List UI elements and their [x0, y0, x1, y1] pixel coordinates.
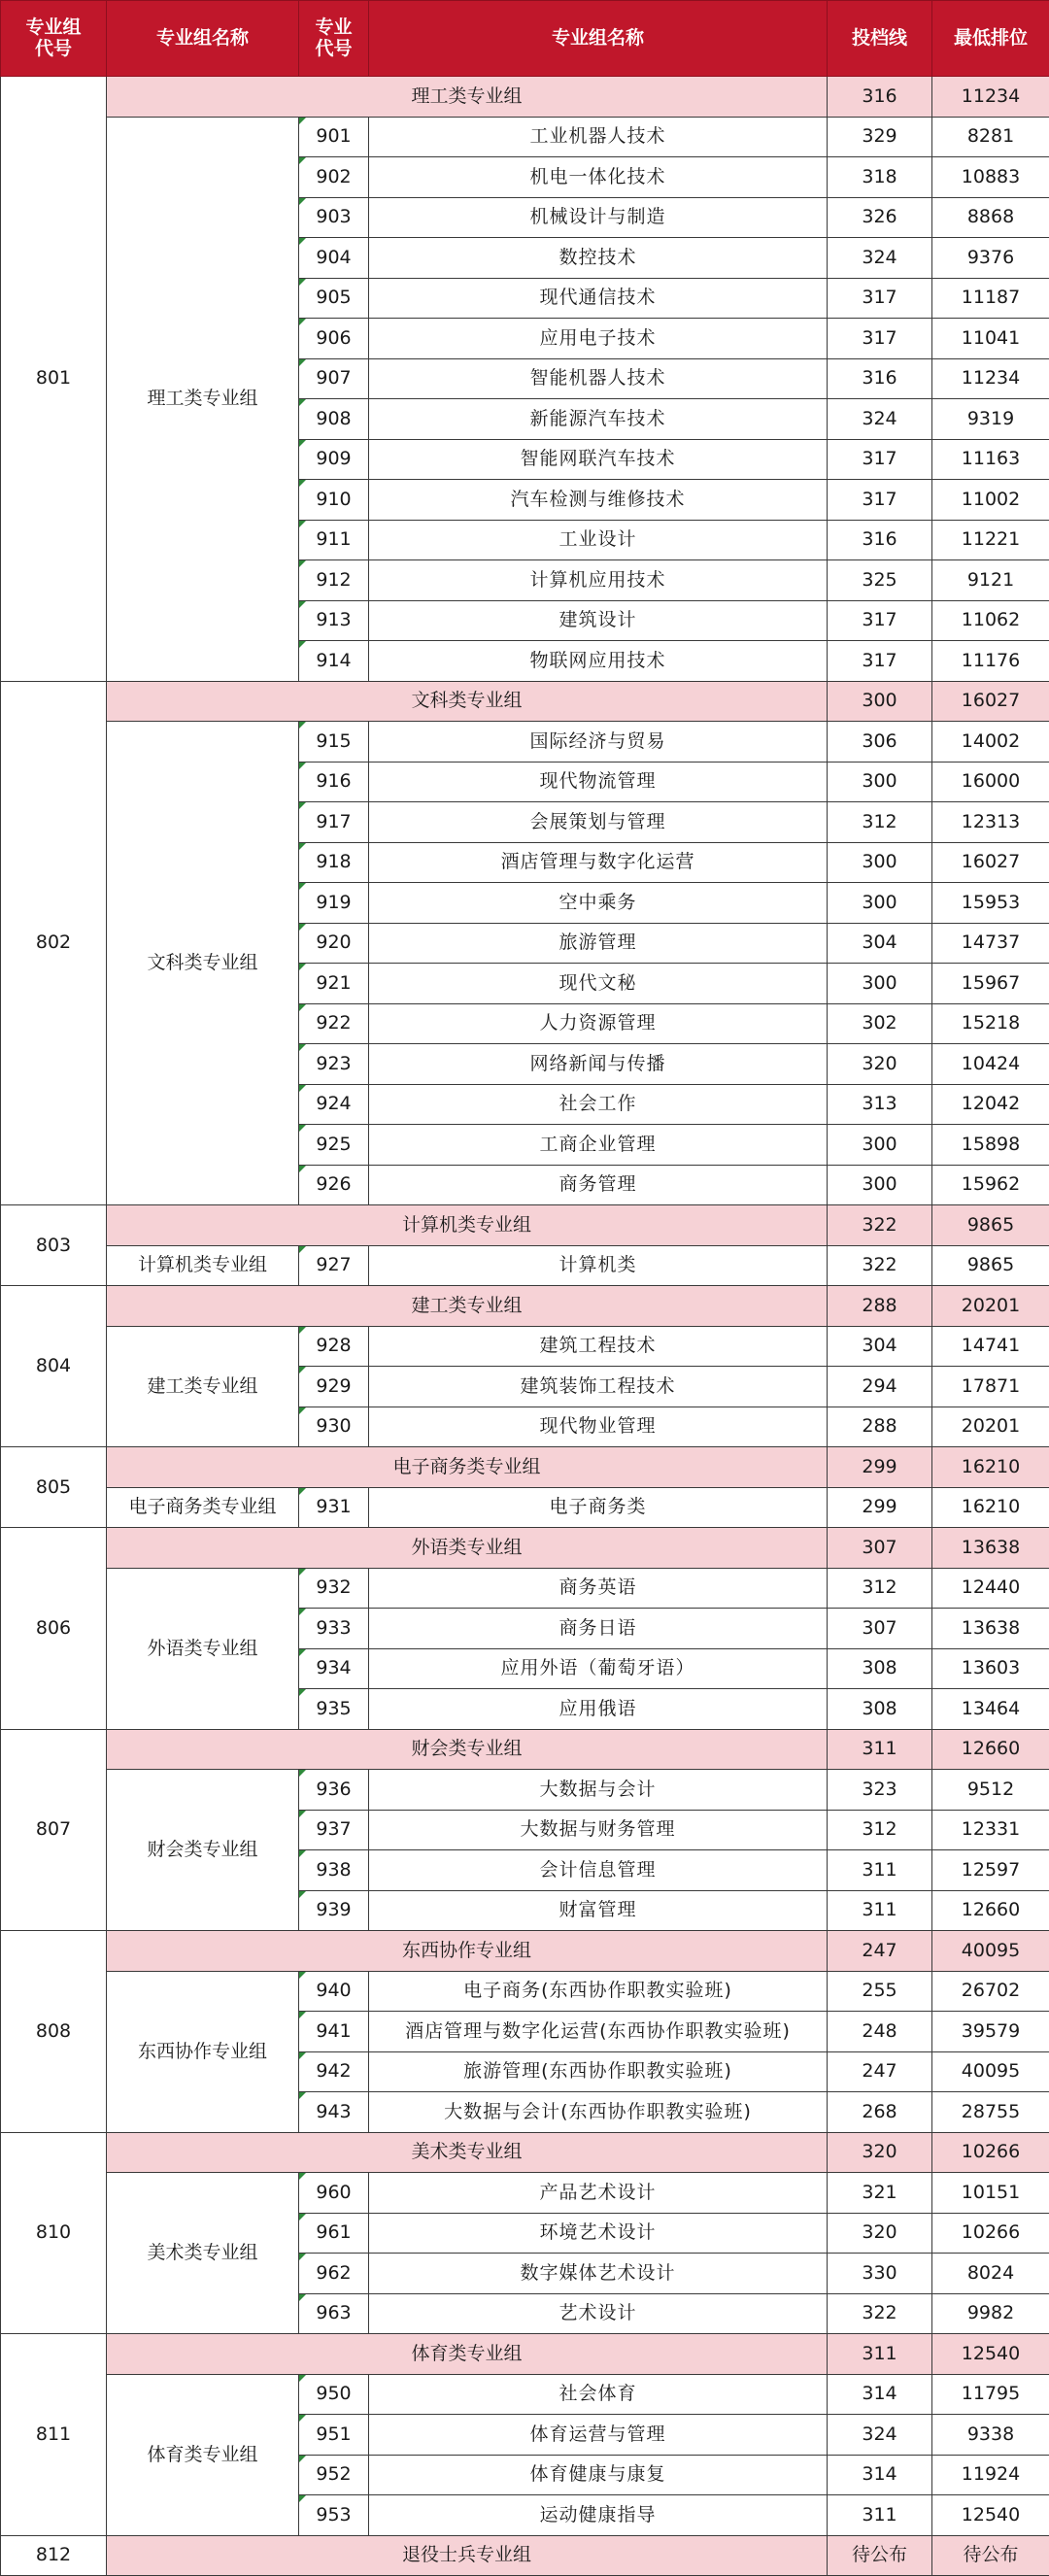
group-name: 东西协作专业组 — [107, 1971, 299, 2132]
group-name: 计算机类专业组 — [107, 1245, 299, 1286]
major-min-rank: 9982 — [932, 2293, 1049, 2334]
major-code: 901 — [299, 117, 369, 157]
group-code: 804 — [1, 1286, 107, 1447]
group-min-rank: 10266 — [932, 2132, 1049, 2173]
table-row — [1, 1568, 1049, 1609]
major-min-rank: 10424 — [932, 1044, 1049, 1085]
major-score: 299 — [828, 1487, 932, 1528]
major-min-rank: 16000 — [932, 762, 1049, 802]
group-min-rank: 9865 — [932, 1205, 1049, 1246]
major-name: 电子商务类 — [369, 1487, 828, 1528]
group-label: 退役士兵专业组 — [107, 2535, 828, 2576]
group-code: 811 — [1, 2334, 107, 2536]
major-score: 300 — [828, 964, 932, 1004]
group-label: 财会类专业组 — [107, 1729, 828, 1770]
major-min-rank: 12331 — [932, 1810, 1049, 1850]
major-min-rank: 17871 — [932, 1367, 1049, 1407]
major-min-rank: 11041 — [932, 319, 1049, 359]
major-min-rank: 9121 — [932, 560, 1049, 601]
major-code: 917 — [299, 802, 369, 843]
major-score: 322 — [828, 1245, 932, 1286]
major-score: 330 — [828, 2254, 932, 2294]
major-min-rank: 10883 — [932, 157, 1049, 198]
major-score: 313 — [828, 1084, 932, 1125]
major-min-rank: 11163 — [932, 439, 1049, 480]
group-code: 808 — [1, 1931, 107, 2133]
major-min-rank: 13464 — [932, 1689, 1049, 1730]
major-code: 914 — [299, 641, 369, 682]
major-min-rank: 40095 — [932, 2051, 1049, 2092]
major-min-rank: 11234 — [932, 358, 1049, 399]
major-code: 930 — [299, 1407, 369, 1447]
major-min-rank: 14741 — [932, 1326, 1049, 1367]
major-score: 268 — [828, 2092, 932, 2133]
major-code: 933 — [299, 1609, 369, 1649]
group-summary-row — [1, 1528, 1049, 1569]
major-min-rank: 11187 — [932, 278, 1049, 319]
major-name: 旅游管理(东西协作职教实验班) — [369, 2051, 828, 2092]
major-min-rank: 14002 — [932, 722, 1049, 763]
major-code: 938 — [299, 1850, 369, 1891]
group-score: 待公布 — [828, 2535, 932, 2576]
group-label: 体育类专业组 — [107, 2334, 828, 2375]
major-name: 计算机类 — [369, 1245, 828, 1286]
group-code: 805 — [1, 1447, 107, 1528]
major-name: 财富管理 — [369, 1890, 828, 1931]
table-row — [1, 1770, 1049, 1811]
major-code: 909 — [299, 439, 369, 480]
group-name: 电子商务类专业组 — [107, 1487, 299, 1528]
major-score: 317 — [828, 600, 932, 641]
major-name: 应用电子技术 — [369, 319, 828, 359]
major-name: 产品艺术设计 — [369, 2173, 828, 2214]
major-min-rank: 20201 — [932, 1407, 1049, 1447]
group-code: 806 — [1, 1528, 107, 1730]
major-score: 314 — [828, 2455, 932, 2495]
major-name: 机械设计与制造 — [369, 197, 828, 238]
major-score: 324 — [828, 238, 932, 279]
major-min-rank: 9338 — [932, 2415, 1049, 2456]
major-name: 工业机器人技术 — [369, 117, 828, 157]
major-code: 941 — [299, 2012, 369, 2052]
major-score: 312 — [828, 802, 932, 843]
major-code: 920 — [299, 923, 369, 964]
major-code: 923 — [299, 1044, 369, 1085]
major-code: 907 — [299, 358, 369, 399]
major-score: 325 — [828, 560, 932, 601]
major-score: 311 — [828, 1890, 932, 1931]
group-label: 理工类专业组 — [107, 77, 828, 118]
group-label: 文科类专业组 — [107, 681, 828, 722]
group-score: 299 — [828, 1447, 932, 1488]
table-row — [1, 1245, 1049, 1286]
group-summary-row — [1, 2334, 1049, 2375]
major-name: 建筑装饰工程技术 — [369, 1367, 828, 1407]
header-rank: 最低排位 — [932, 1, 1049, 77]
major-min-rank: 12540 — [932, 2495, 1049, 2536]
major-score: 308 — [828, 1648, 932, 1689]
major-code: 960 — [299, 2173, 369, 2214]
group-name: 理工类专业组 — [107, 117, 299, 681]
major-score: 288 — [828, 1407, 932, 1447]
major-name: 人力资源管理 — [369, 1003, 828, 1044]
major-code: 904 — [299, 238, 369, 279]
major-name: 酒店管理与数字化运营 — [369, 842, 828, 883]
group-score: 322 — [828, 1205, 932, 1246]
major-code: 922 — [299, 1003, 369, 1044]
group-score: 320 — [828, 2132, 932, 2173]
major-score: 320 — [828, 2213, 932, 2254]
table-header-row — [1, 1, 1049, 77]
major-min-rank: 8024 — [932, 2254, 1049, 2294]
major-name: 社会体育 — [369, 2374, 828, 2415]
major-min-rank: 12660 — [932, 1890, 1049, 1931]
table-body — [1, 77, 1049, 2576]
major-min-rank: 8868 — [932, 197, 1049, 238]
major-code: 928 — [299, 1326, 369, 1367]
group-summary-row — [1, 1447, 1049, 1488]
major-min-rank: 11795 — [932, 2374, 1049, 2415]
major-score: 326 — [828, 197, 932, 238]
header-major-code: 专业代号 — [299, 1, 369, 77]
group-code: 802 — [1, 681, 107, 1205]
major-score: 322 — [828, 2293, 932, 2334]
major-score: 307 — [828, 1609, 932, 1649]
major-min-rank: 11002 — [932, 480, 1049, 521]
header-group-code: 专业组代号 — [1, 1, 107, 77]
major-code: 921 — [299, 964, 369, 1004]
major-code: 916 — [299, 762, 369, 802]
group-label: 东西协作专业组 — [107, 1931, 828, 1972]
major-code: 902 — [299, 157, 369, 198]
major-score: 306 — [828, 722, 932, 763]
major-name: 建筑工程技术 — [369, 1326, 828, 1367]
major-min-rank: 28755 — [932, 2092, 1049, 2133]
group-name: 文科类专业组 — [107, 722, 299, 1205]
major-min-rank: 9512 — [932, 1770, 1049, 1811]
major-score: 317 — [828, 641, 932, 682]
major-name: 现代文秘 — [369, 964, 828, 1004]
major-min-rank: 26702 — [932, 1971, 1049, 2012]
group-code: 812 — [1, 2535, 107, 2576]
group-summary-row — [1, 1205, 1049, 1246]
major-score: 314 — [828, 2374, 932, 2415]
major-min-rank: 8281 — [932, 117, 1049, 157]
group-label: 电子商务类专业组 — [107, 1447, 828, 1488]
major-name: 旅游管理 — [369, 923, 828, 964]
major-name: 会展策划与管理 — [369, 802, 828, 843]
header-group-name: 专业组名称 — [107, 1, 299, 77]
major-score: 294 — [828, 1367, 932, 1407]
major-name: 机电一体化技术 — [369, 157, 828, 198]
major-score: 317 — [828, 278, 932, 319]
major-name: 汽车检测与维修技术 — [369, 480, 828, 521]
major-code: 908 — [299, 399, 369, 440]
major-score: 304 — [828, 923, 932, 964]
table-row — [1, 722, 1049, 763]
major-score: 317 — [828, 439, 932, 480]
major-min-rank: 13603 — [932, 1648, 1049, 1689]
major-min-rank: 9319 — [932, 399, 1049, 440]
major-score: 247 — [828, 2051, 932, 2092]
group-name: 美术类专业组 — [107, 2173, 299, 2334]
major-score: 317 — [828, 319, 932, 359]
major-score: 255 — [828, 1971, 932, 2012]
major-min-rank: 12042 — [932, 1084, 1049, 1125]
group-label: 美术类专业组 — [107, 2132, 828, 2173]
group-summary-row — [1, 1931, 1049, 1972]
major-name: 酒店管理与数字化运营(东西协作职教实验班) — [369, 2012, 828, 2052]
major-min-rank: 15898 — [932, 1125, 1049, 1166]
major-name: 电子商务(东西协作职教实验班) — [369, 1971, 828, 2012]
group-score: 311 — [828, 2334, 932, 2375]
major-name: 会计信息管理 — [369, 1850, 828, 1891]
major-code: 903 — [299, 197, 369, 238]
major-code: 935 — [299, 1689, 369, 1730]
major-code: 925 — [299, 1125, 369, 1166]
major-code: 939 — [299, 1890, 369, 1931]
major-name: 体育运营与管理 — [369, 2415, 828, 2456]
table-row — [1, 1326, 1049, 1367]
group-summary-row — [1, 2535, 1049, 2576]
group-score: 311 — [828, 1729, 932, 1770]
major-score: 304 — [828, 1326, 932, 1367]
major-name: 现代通信技术 — [369, 278, 828, 319]
major-name: 新能源汽车技术 — [369, 399, 828, 440]
group-min-rank: 12660 — [932, 1729, 1049, 1770]
major-min-rank: 12597 — [932, 1850, 1049, 1891]
major-name: 应用俄语 — [369, 1689, 828, 1730]
group-min-rank: 16210 — [932, 1447, 1049, 1488]
group-label: 计算机类专业组 — [107, 1205, 828, 1246]
major-name: 物联网应用技术 — [369, 641, 828, 682]
major-name: 运动健康指导 — [369, 2495, 828, 2536]
major-code: 951 — [299, 2415, 369, 2456]
group-score: 247 — [828, 1931, 932, 1972]
major-code: 963 — [299, 2293, 369, 2334]
major-score: 308 — [828, 1689, 932, 1730]
major-name: 计算机应用技术 — [369, 560, 828, 601]
major-min-rank: 11924 — [932, 2455, 1049, 2495]
major-name: 艺术设计 — [369, 2293, 828, 2334]
major-score: 248 — [828, 2012, 932, 2052]
major-min-rank: 11062 — [932, 600, 1049, 641]
major-min-rank: 15967 — [932, 964, 1049, 1004]
group-min-rank: 13638 — [932, 1528, 1049, 1569]
group-summary-row — [1, 77, 1049, 118]
major-code: 913 — [299, 600, 369, 641]
major-name: 体育健康与康复 — [369, 2455, 828, 2495]
group-score: 307 — [828, 1528, 932, 1569]
major-min-rank: 12440 — [932, 1568, 1049, 1609]
major-score: 320 — [828, 1044, 932, 1085]
major-code: 962 — [299, 2254, 369, 2294]
major-score: 318 — [828, 157, 932, 198]
major-score: 302 — [828, 1003, 932, 1044]
table-row — [1, 117, 1049, 157]
header-score: 投档线 — [828, 1, 932, 77]
major-score: 312 — [828, 1810, 932, 1850]
major-min-rank: 39579 — [932, 2012, 1049, 2052]
group-score: 300 — [828, 681, 932, 722]
major-score: 311 — [828, 2495, 932, 2536]
major-name: 环境艺术设计 — [369, 2213, 828, 2254]
major-name: 应用外语（葡萄牙语） — [369, 1648, 828, 1689]
major-code: 961 — [299, 2213, 369, 2254]
major-min-rank: 16210 — [932, 1487, 1049, 1528]
major-name: 现代物流管理 — [369, 762, 828, 802]
major-name: 国际经济与贸易 — [369, 722, 828, 763]
major-min-rank: 13638 — [932, 1609, 1049, 1649]
major-code: 934 — [299, 1648, 369, 1689]
major-code: 950 — [299, 2374, 369, 2415]
major-min-rank: 11176 — [932, 641, 1049, 682]
major-name: 商务英语 — [369, 1568, 828, 1609]
group-code: 801 — [1, 77, 107, 682]
major-code: 926 — [299, 1165, 369, 1205]
major-code: 927 — [299, 1245, 369, 1286]
major-name: 商务管理 — [369, 1165, 828, 1205]
major-name: 大数据与财务管理 — [369, 1810, 828, 1850]
group-label: 外语类专业组 — [107, 1528, 828, 1569]
major-score: 311 — [828, 1850, 932, 1891]
major-name: 工业设计 — [369, 520, 828, 560]
major-code: 906 — [299, 319, 369, 359]
major-code: 905 — [299, 278, 369, 319]
major-name: 空中乘务 — [369, 883, 828, 924]
major-code: 919 — [299, 883, 369, 924]
major-name: 数字媒体艺术设计 — [369, 2254, 828, 2294]
group-summary-row — [1, 1729, 1049, 1770]
major-min-rank: 11221 — [932, 520, 1049, 560]
major-min-rank: 14737 — [932, 923, 1049, 964]
table-row — [1, 1487, 1049, 1528]
group-min-rank: 12540 — [932, 2334, 1049, 2375]
major-score: 300 — [828, 842, 932, 883]
group-min-rank: 待公布 — [932, 2535, 1049, 2576]
major-score: 324 — [828, 399, 932, 440]
group-min-rank: 16027 — [932, 681, 1049, 722]
table-row — [1, 1971, 1049, 2012]
group-summary-row — [1, 2132, 1049, 2173]
group-summary-row — [1, 681, 1049, 722]
group-code: 810 — [1, 2132, 107, 2334]
major-name: 建筑设计 — [369, 600, 828, 641]
major-min-rank: 10266 — [932, 2213, 1049, 2254]
major-score: 316 — [828, 520, 932, 560]
major-code: 953 — [299, 2495, 369, 2536]
major-score: 300 — [828, 1165, 932, 1205]
major-code: 952 — [299, 2455, 369, 2495]
group-code: 803 — [1, 1205, 107, 1286]
major-score: 323 — [828, 1770, 932, 1811]
group-name: 外语类专业组 — [107, 1568, 299, 1729]
major-score: 300 — [828, 762, 932, 802]
major-min-rank: 12313 — [932, 802, 1049, 843]
group-name: 财会类专业组 — [107, 1770, 299, 1931]
group-min-rank: 40095 — [932, 1931, 1049, 1972]
major-code: 932 — [299, 1568, 369, 1609]
major-name: 大数据与会计(东西协作职教实验班) — [369, 2092, 828, 2133]
group-score: 288 — [828, 1286, 932, 1327]
major-name: 商务日语 — [369, 1609, 828, 1649]
major-code: 918 — [299, 842, 369, 883]
major-score: 329 — [828, 117, 932, 157]
major-code: 929 — [299, 1367, 369, 1407]
major-score: 300 — [828, 1125, 932, 1166]
group-min-rank: 11234 — [932, 77, 1049, 118]
major-min-rank: 16027 — [932, 842, 1049, 883]
major-code: 942 — [299, 2051, 369, 2092]
header-major-name: 专业组名称 — [369, 1, 828, 77]
group-code: 807 — [1, 1729, 107, 1931]
major-code: 910 — [299, 480, 369, 521]
major-score: 316 — [828, 358, 932, 399]
major-code: 911 — [299, 520, 369, 560]
table-row — [1, 2173, 1049, 2214]
major-score: 300 — [828, 883, 932, 924]
group-name: 建工类专业组 — [107, 1326, 299, 1447]
major-code: 937 — [299, 1810, 369, 1850]
major-min-rank: 15962 — [932, 1165, 1049, 1205]
major-code: 915 — [299, 722, 369, 763]
major-min-rank: 9376 — [932, 238, 1049, 279]
major-min-rank: 10151 — [932, 2173, 1049, 2214]
major-name: 数控技术 — [369, 238, 828, 279]
table-row — [1, 2374, 1049, 2415]
group-score: 316 — [828, 77, 932, 118]
group-min-rank: 20201 — [932, 1286, 1049, 1327]
major-name: 智能网联汽车技术 — [369, 439, 828, 480]
major-code: 936 — [299, 1770, 369, 1811]
major-code: 940 — [299, 1971, 369, 2012]
major-score: 317 — [828, 480, 932, 521]
major-min-rank: 15218 — [932, 1003, 1049, 1044]
major-score: 324 — [828, 2415, 932, 2456]
major-score: 321 — [828, 2173, 932, 2214]
major-code: 931 — [299, 1487, 369, 1528]
major-code: 943 — [299, 2092, 369, 2133]
major-name: 智能机器人技术 — [369, 358, 828, 399]
major-min-rank: 15953 — [932, 883, 1049, 924]
group-name: 体育类专业组 — [107, 2374, 299, 2535]
major-name: 大数据与会计 — [369, 1770, 828, 1811]
major-score: 312 — [828, 1568, 932, 1609]
group-summary-row — [1, 1286, 1049, 1327]
major-name: 社会工作 — [369, 1084, 828, 1125]
group-label: 建工类专业组 — [107, 1286, 828, 1327]
major-name: 工商企业管理 — [369, 1125, 828, 1166]
major-code: 924 — [299, 1084, 369, 1125]
major-name: 网络新闻与传播 — [369, 1044, 828, 1085]
major-code: 912 — [299, 560, 369, 601]
major-min-rank: 9865 — [932, 1245, 1049, 1286]
major-name: 现代物业管理 — [369, 1407, 828, 1447]
